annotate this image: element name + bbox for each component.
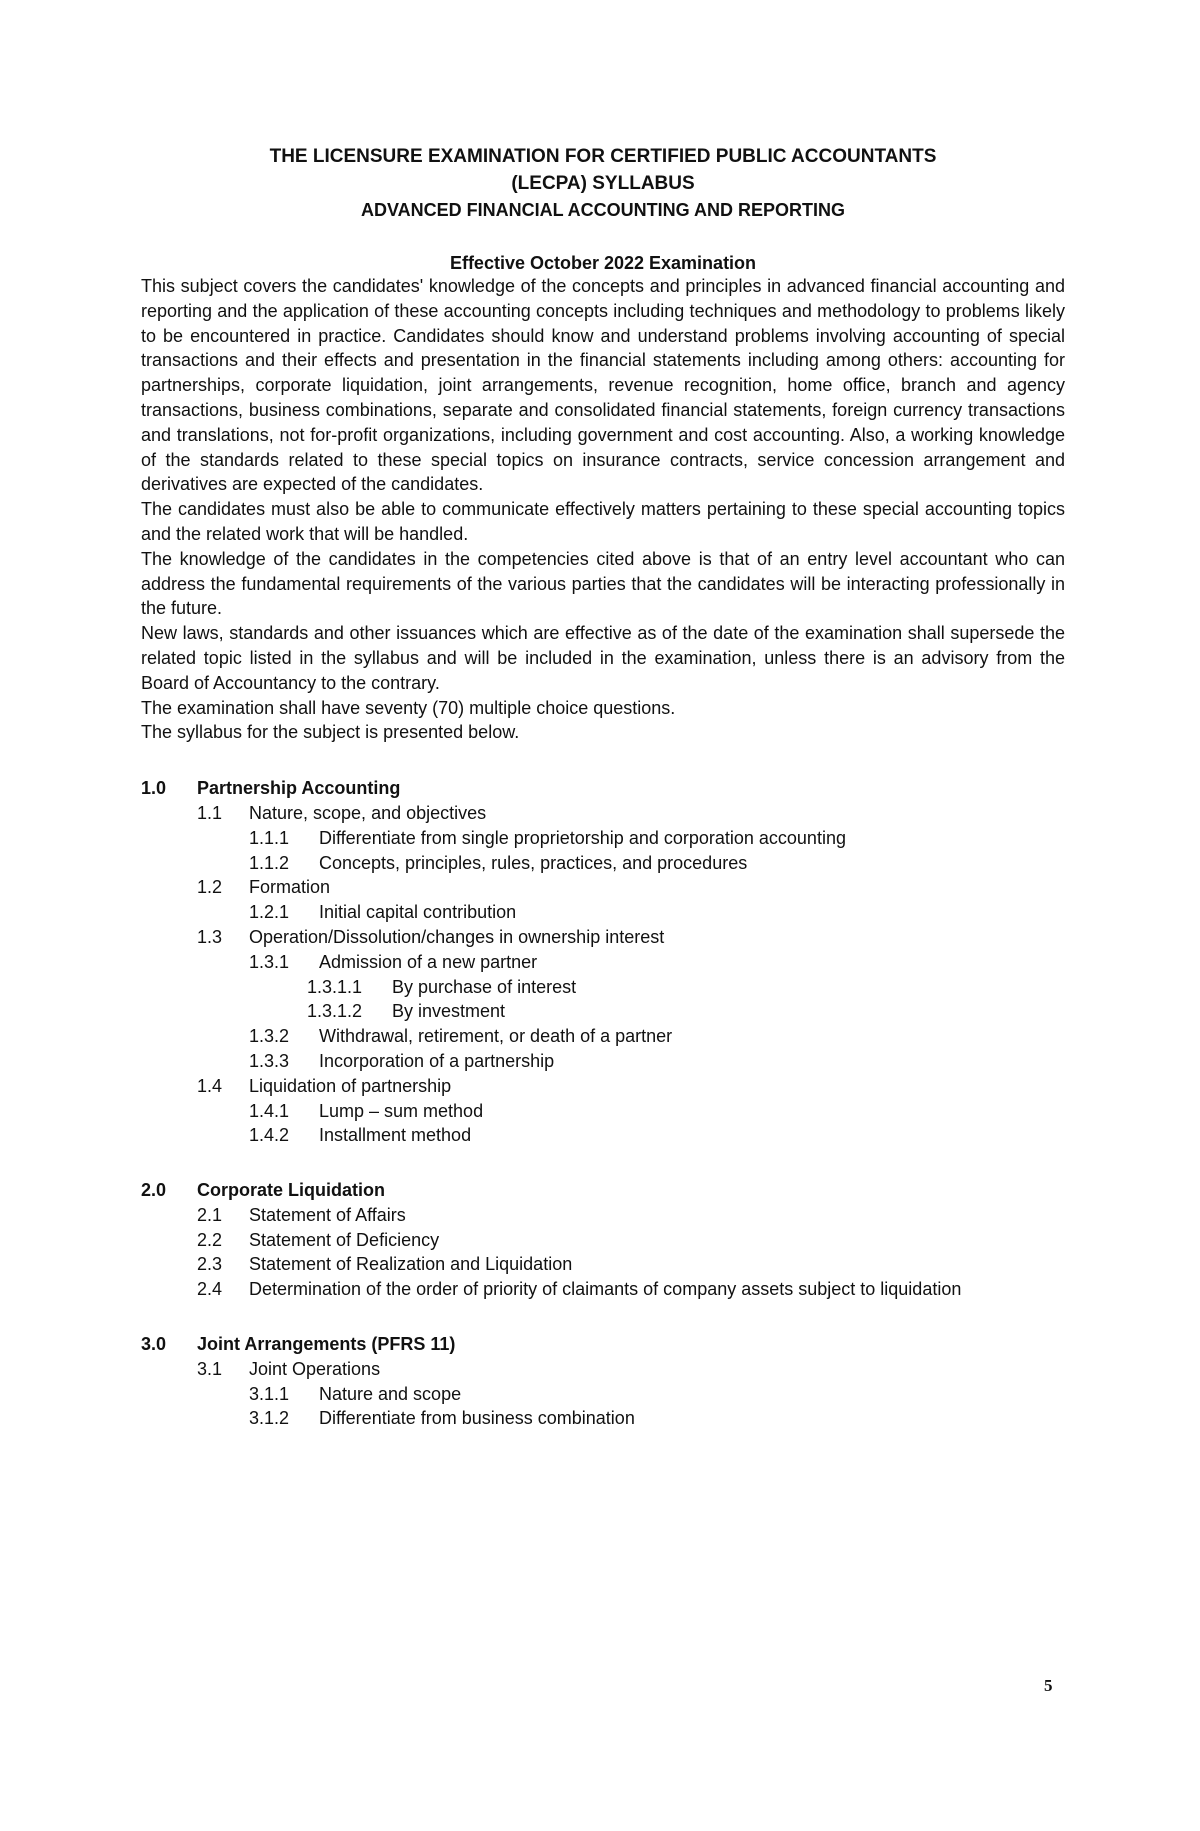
item-text: Initial capital contribution: [319, 902, 517, 923]
item-text: Statement of Realization and Liquidation: [249, 1254, 573, 1275]
intro-paragraph: This subject covers the candidates' knowledge of the concepts and principles in advanced financial accounting and reporting and the application of these accounting concepts including techniques and methodology to problems likely to be encountered in practice. Candidates should know and understand problems involving accounting of special transactions and their effects and presentation in the financial statements including among others: accounting for partnerships, corporate liquidation, joint arrangements, revenue recognition, home office, branch and agency transactions, business combinations, separate and consolidated financial statements, foreign currency transactions and translations, not for-profit organizations, including government and cost accounting. Also, a working knowledge of the standards related to these special topics on insurance contracts, service concession arrangement and derivatives are expected of the candidates.: [141, 276, 1065, 495]
page-number: 5: [1044, 1676, 1053, 1695]
item-text: By investment: [392, 1001, 506, 1022]
subject-title: ADVANCED FINANCIAL ACCOUNTING AND REPORTING: [361, 200, 845, 220]
item-text: Installment method: [319, 1125, 472, 1146]
item-text: Nature and scope: [319, 1383, 462, 1404]
item-number: 3.1.2: [249, 1408, 290, 1429]
communication-paragraph: The candidates must also be able to communicate effectively matters pertaining to these special accounting topics and the related work that will be handled.: [141, 499, 1065, 544]
outline-item: [141, 1049, 1065, 1074]
item-text: Determination of the order of priority of claimants of company assets subject to liquidation: [249, 1279, 962, 1300]
item-text: Lump – sum method: [319, 1100, 484, 1121]
item-text: Joint Arrangements (PFRS 11): [197, 1334, 456, 1355]
outline-item: [141, 1203, 1065, 1228]
item-number: 2.4: [197, 1279, 223, 1300]
item-number: 2.2: [197, 1229, 223, 1250]
item-number: 1.4: [197, 1075, 223, 1096]
item-text: Corporate Liquidation: [197, 1180, 385, 1201]
item-number: 1.4.2: [249, 1125, 290, 1146]
outline-section: [141, 1178, 1065, 1302]
item-number: 1.3.1: [249, 951, 290, 972]
item-number: 1.1: [197, 802, 223, 823]
item-text: Withdrawal, retirement, or death of a partner: [319, 1026, 673, 1047]
item-number: 3.0: [141, 1334, 167, 1355]
item-text: Joint Operations: [249, 1358, 381, 1379]
syllabus-intro-paragraph: The syllabus for the subject is presented below.: [141, 722, 520, 743]
outline-section: [141, 1332, 1065, 1431]
item-text: Partnership Accounting: [197, 778, 401, 799]
item-number: 1.0: [141, 778, 167, 799]
item-text: Incorporation of a partnership: [319, 1050, 555, 1071]
outline-item: [141, 1357, 1065, 1382]
effective-date: Effective October 2022 Examination: [449, 253, 757, 273]
outline-section: [141, 776, 1065, 1148]
item-number: 3.1: [197, 1358, 223, 1379]
outline-item: [141, 1024, 1065, 1049]
item-number: 1.3.1.1: [307, 976, 363, 997]
item-text: Statement of Deficiency: [249, 1229, 440, 1250]
laws-paragraph: New laws, standards and other issuances which are effective as of the date of the examination shall supersede the related topic listed in the syllabus and will be included in the examination, unless there is an advisory from the Board of Accountancy to the contrary.: [141, 623, 1065, 693]
outline-item: [141, 801, 1065, 826]
title-line-2: (LECPA) SYLLABUS: [511, 173, 695, 194]
outline-item: [141, 925, 1065, 950]
item-number: 1.3: [197, 926, 223, 947]
item-text: Concepts, principles, rules, practices, and procedures: [319, 852, 748, 873]
item-number: 1.2: [197, 877, 223, 898]
item-number: 1.1.2: [249, 852, 290, 873]
page-content: [141, 143, 1065, 1461]
section-heading: [141, 1332, 1065, 1357]
document-header: [141, 143, 1065, 224]
outline-item: [141, 1277, 1065, 1302]
item-text: By purchase of interest: [392, 976, 577, 997]
item-text: Formation: [249, 877, 331, 898]
item-text: Nature, scope, and objectives: [249, 802, 487, 823]
outline-item: [141, 1074, 1065, 1099]
item-number: 1.2.1: [249, 902, 290, 923]
outline-item: [141, 975, 1065, 1000]
syllabus-outline: [141, 776, 1065, 1431]
item-number: 1.3.2: [249, 1026, 290, 1047]
outline-item: [141, 851, 1065, 876]
item-number: 1.1.1: [249, 827, 290, 848]
outline-item: [141, 1228, 1065, 1253]
outline-item: [141, 1123, 1065, 1148]
outline-item: [141, 950, 1065, 975]
outline-item: [141, 1406, 1065, 1431]
item-number: 2.0: [141, 1180, 167, 1201]
item-number: 2.3: [197, 1254, 223, 1275]
exam-format-paragraph: The examination shall have seventy (70) multiple choice questions.: [141, 697, 676, 718]
outline-item: [141, 826, 1065, 851]
outline-item: [141, 1099, 1065, 1124]
outline-item: [141, 875, 1065, 900]
item-number: 3.1.1: [249, 1383, 290, 1404]
section-heading: [141, 1178, 1065, 1203]
outline-item: [141, 999, 1065, 1024]
outline-item: [141, 1382, 1065, 1407]
item-text: Liquidation of partnership: [249, 1075, 452, 1096]
item-text: Operation/Dissolution/changes in ownership interest: [249, 926, 665, 947]
item-number: 1.4.1: [249, 1100, 290, 1121]
item-text: Admission of a new partner: [319, 951, 538, 972]
outline-item: [141, 900, 1065, 925]
section-heading: [141, 776, 1065, 801]
item-number: 1.3.1.2: [307, 1001, 363, 1022]
outline-item: [141, 1252, 1065, 1277]
item-text: Statement of Affairs: [249, 1204, 406, 1225]
item-text: Differentiate from single proprietorship and corporation accounting: [319, 827, 846, 848]
competency-paragraph: The knowledge of the candidates in the competencies cited above is that of an entry level accountant who can address the fundamental requirements of the various parties that the candidates will be interacting professionally in the future.: [141, 548, 1065, 619]
item-number: 2.1: [197, 1204, 223, 1225]
item-text: Differentiate from business combination: [319, 1408, 635, 1429]
item-number: 1.3.3: [249, 1050, 290, 1071]
title-line-1: THE LICENSURE EXAMINATION FOR CERTIFIED PUBLIC ACCOUNTANTS: [269, 146, 937, 167]
